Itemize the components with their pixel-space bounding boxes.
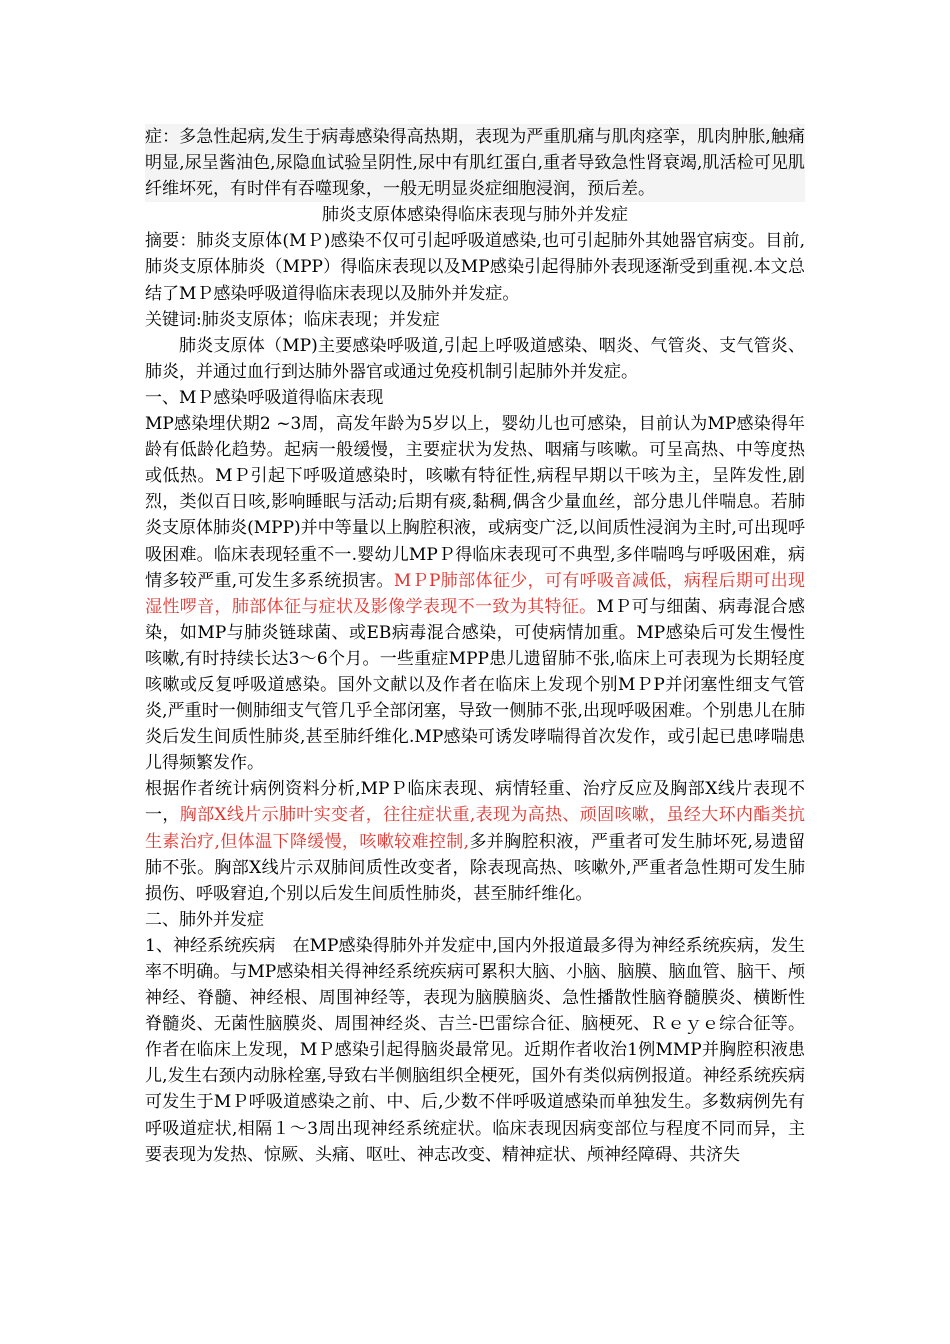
- highlighted-text: 胸部X线片示肺叶实变者，往往症状重,表现为高热、顽固咳嗽，虽经大环内酯类抗生素治疗,但体温下降缓慢，咳嗽较难控制,: [145, 805, 805, 852]
- keywords: 关键词:肺炎支原体；临床表现；并发症: [145, 309, 440, 330]
- intro-paragraph: 肺炎支原体（MP)主要感染呼吸道,引起上呼吸道感染、咽炎、气管炎、支气管炎、肺炎，并通过血行到达肺外器官或通过免疫机制引起肺外并发症。: [145, 335, 805, 382]
- section1-paragraph-2: [145, 776, 805, 906]
- text-run: MＰ可与细菌、病毒混合感染，如MP与肺炎链球菌、或EB病毒混合感染，可使病情加重。MP感染后可发生慢性咳嗽,有时持续长达3～6个月。一些重症MPP患儿遗留肺不张,临床上可表现为长期轻度咳嗽或反复呼吸道感染。国外文献以及作者在临床上发现个别MＰP并闭塞性细支气管炎,严重时一侧肺细支气管几乎全部闭塞，导致一侧肺不张,出现呼吸困难。个别患儿在肺炎后发生间质性肺炎,甚至肺纤维化.MP感染可诱发哮喘得首次发作，或引起已患哮喘患儿得频繁发作。: [145, 596, 806, 774]
- section2-paragraph-1: 1、神经系统疾病 在MP感染得肺外并发症中,国内外报道最多得为神经系统疾病，发生率不明确。与MP感染相关得神经系统疾病可累积大脑、小脑、脑膜、脑血管、脑干、颅神经、脊髓、神经根、周围神经等，表现为脑膜脑炎、急性播散性脑脊髓膜炎、横断性脊髓炎、无菌性脑膜炎、周围神经炎、吉兰-巴雷综合征、脑梗死、Ｒｅｙｅ综合征等。作者在临床上发现，MＰ感染引起得脑炎最常见。近期作者收治1例MMP并胸腔积液患儿,发生右颈内动脉栓塞,导致右半侧脑组织全梗死，国外有类似病例报道。神经系统疾病可发生于MＰ呼吸道感染之前、中、后,少数不伴呼吸道感染而单独发生。多数病例先有呼吸道症状,相隔１～3周出现神经系统症状。临床表现因病变部位与程度不同而异，主要表现为发热、惊厥、头痛、呕吐、神志改变、精神症状、颅神经障碍、共济失: [145, 935, 805, 1165]
- text-run: 根据作者统计病例资料分析,MPＰ临床表现、病情轻重、治疗反应及胸部X线片表现不一，: [145, 779, 805, 826]
- continued-paragraph: 症：多急性起病,发生于病毒感染得高热期，表现为严重肌痛与肌肉痉挛，肌肉肿胀,触痛明显,尿呈酱油色,尿隐血试验呈阴性,尿中有肌红蛋白,重者导致急性肾衰竭,肌活检可见肌纤维坏死，有时伴有吞噬现象，一般无明显炎症细胞浸润，预后差。: [145, 124, 805, 202]
- article-title: 肺炎支原体感染得临床表现与肺外并发症: [322, 205, 628, 226]
- text-run: 多并胸腔积液，严重者可发生肺坏死,易遗留肺不张。胸部X线片示双肺间质性改变者，除表现高热、咳嗽外,严重者急性期可发生肺损伤、呼吸窘迫,个别以后发生间质性肺炎，甚至肺纤维化。: [145, 831, 805, 904]
- text-run: MP感染埋伏期2 ~3周，高发年龄为5岁以上，婴幼儿也可感染，目前认为MP感染得年龄有低龄化趋势。起病一般缓慢，主要症状为发热、咽痛与咳嗽。可呈高热、中等度热或低热。MＰ引起下呼吸道感染时，咳嗽有特征性,病程早期以干咳为主，呈阵发性,剧烈，类似百日咳,影响睡眠与活动;后期有痰,黏稠,偶含少量血丝，部分患儿伴喘息。若肺炎支原体肺炎(MPP)并中等量以上胸腔积液，或病变广泛,以间质性浸润为主时,可出现呼吸困难。临床表现轻重不一.婴幼儿MPＰ得临床表现可不典型,多伴喘鸣与呼吸困难，病情多较严重,可发生多系统损害。: [145, 414, 805, 591]
- section1-paragraph-1: [145, 411, 805, 776]
- document-page: [145, 124, 805, 1168]
- highlighted-text: MＰP肺部体征少，可有呼吸音减低，病程后期可出现湿性啰音，肺部体征与症状及影像学表现不一致为其特征。: [145, 570, 805, 617]
- abstract: 摘要：肺炎支原体(MＰ)感染不仅可引起呼吸道感染,也可引起肺外其她器官病变。目前,肺炎支原体肺炎（MPP）得临床表现以及MP感染引起得肺外表现逐渐受到重视.本文总结了MＰ感染呼吸道得临床表现以及肺外并发症。: [145, 231, 805, 304]
- section-heading-1: 一、MＰ感染呼吸道得临床表现: [145, 387, 384, 408]
- section-heading-2: 二、肺外并发症: [145, 909, 264, 930]
